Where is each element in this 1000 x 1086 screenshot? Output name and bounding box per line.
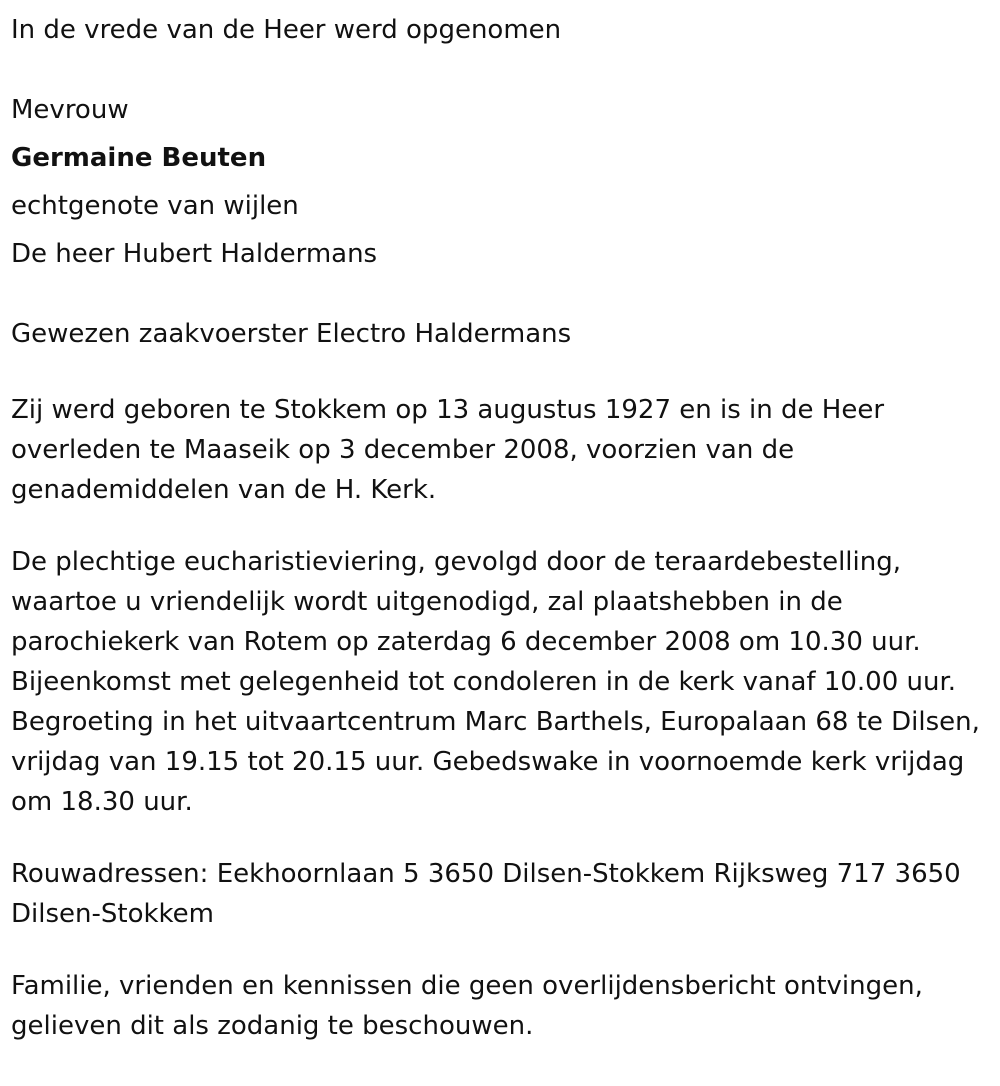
spacer bbox=[11, 278, 1000, 310]
salutation: Mevrouw bbox=[11, 95, 129, 125]
ceremony-paragraph: De plechtige eucharistieviering, gevolgd door de teraardebestelling, waartoe u vriendelijk wordt uitgenodigd, zal plaatshebben in de parochiekerk van Rotem op zaterdag 6 december 2008 om 10.30 uur. Bijeenkomst met gelegenheid tot condoleren in de kerk vanaf 10.00 uur. Begroeting in het uitvaartcentrum Marc Barthels, Europalaan 68 te Dilsen, vrijdag van 19.15 tot 20.15 uur. Gebedswake in voornoemde kerk vrijdag om 18.30 uur. bbox=[11, 547, 980, 817]
deceased-name: Germaine Beuten bbox=[11, 143, 267, 173]
relation-line: echtgenote van wijlen bbox=[11, 191, 299, 221]
closing-paragraph: Familie, vrienden en kennissen die geen overlijdensbericht ontvingen, gelieven dit als zodanig te beschouwen. bbox=[11, 971, 923, 1041]
spacer bbox=[11, 510, 1000, 542]
spacer bbox=[11, 822, 1000, 854]
spacer bbox=[11, 54, 1000, 86]
spacer bbox=[11, 358, 1000, 390]
addresses-paragraph: Rouwadressen: Eekhoornlaan 5 3650 Dilsen-Stokkem Rijksweg 717 3650 Dilsen-Stokkem bbox=[11, 859, 961, 929]
birth-death-paragraph: Zij werd geboren te Stokkem op 13 augustus 1927 en is in de Heer overleden te Maaseik op 3 december 2008, voorzien van de genademiddelen van de H. Kerk. bbox=[11, 395, 885, 505]
spacer bbox=[11, 934, 1000, 966]
spouse-name: De heer Hubert Haldermans bbox=[11, 239, 378, 269]
occupation-line: Gewezen zaakvoerster Electro Haldermans bbox=[11, 319, 572, 349]
intro-line: In de vrede van de Heer werd opgenomen bbox=[11, 15, 562, 45]
